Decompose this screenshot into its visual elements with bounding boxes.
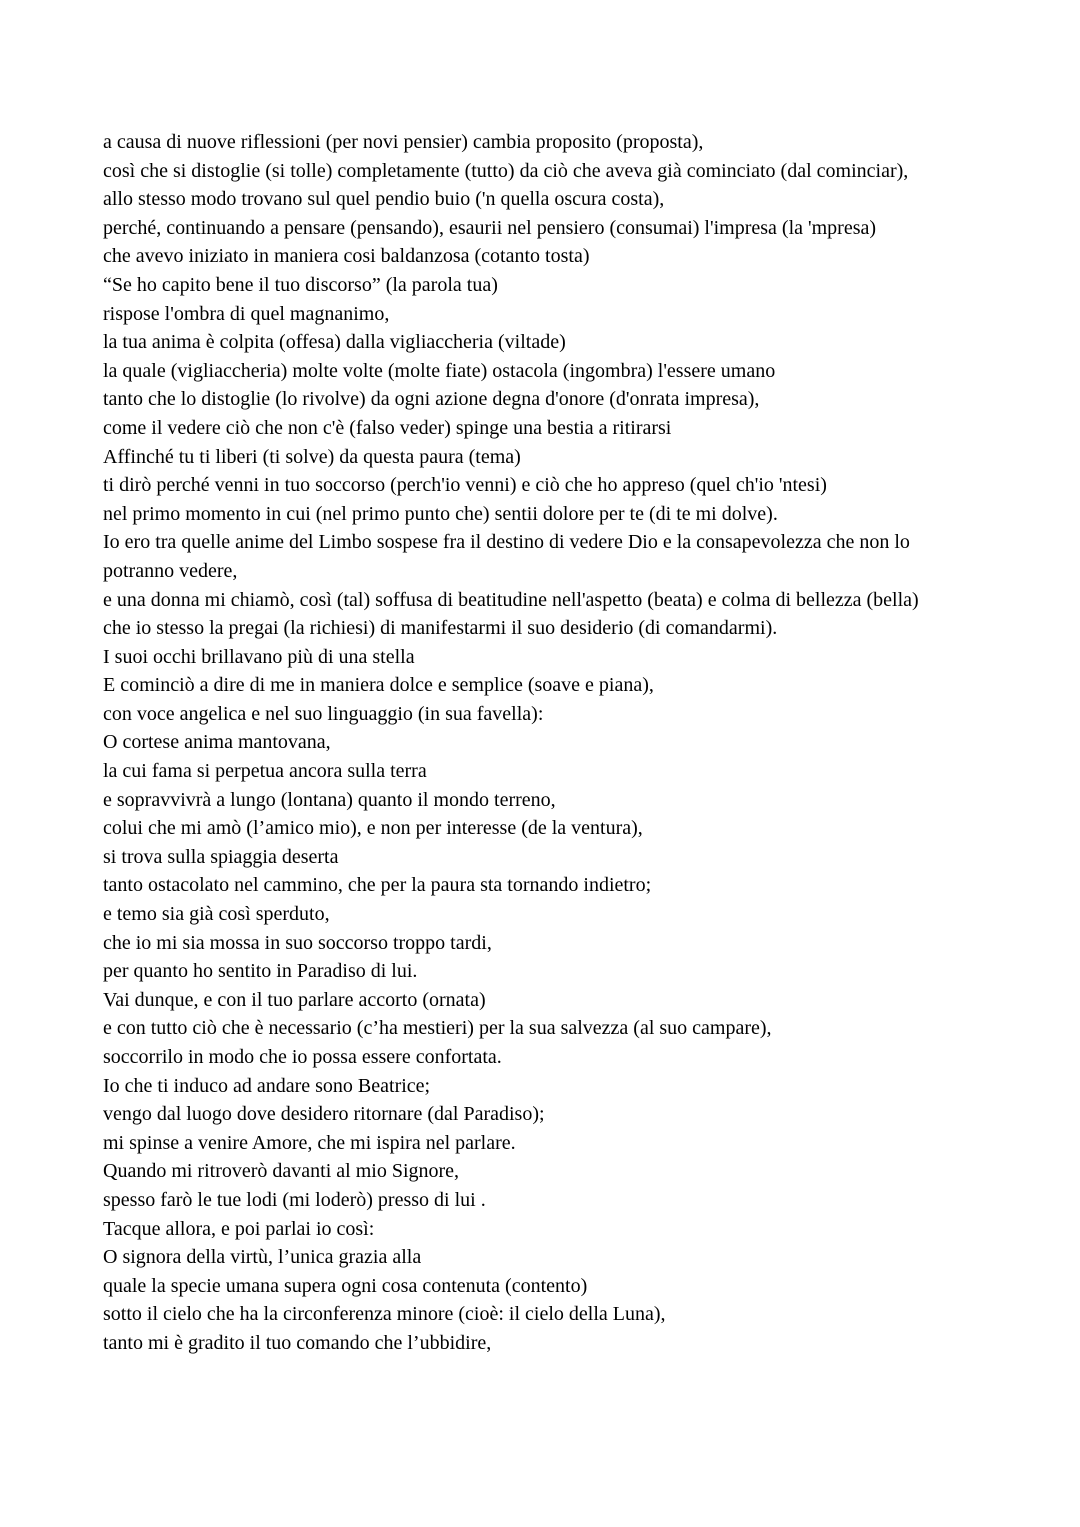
text-line: tanto mi è gradito il tuo comando che l’ubbidire, [103, 1331, 492, 1354]
text-line: a causa di nuove riflessioni (per novi pensier) cambia proposito (proposta), [103, 131, 704, 153]
text-line: per quanto ho sentito in Paradiso di lui. [103, 960, 418, 983]
text-line: I suoi occhi brillavano più di una stella [103, 645, 415, 668]
text-line: E cominciò a dire di me in maniera dolce e semplice (soave e piana), [103, 674, 654, 697]
text-line: che io mi sia mossa in suo soccorso troppo tardi, [103, 931, 492, 954]
text-line: Affinché tu ti liberi (ti solve) da questa paura (tema) [103, 445, 521, 468]
text-line: soccorrilo in modo che io possa essere confortata. [103, 1046, 502, 1068]
text-line: la quale (vigliaccheria) molte volte (molte fiate) ostacola (ingombra) l'essere umano [103, 359, 776, 382]
text-line: spesso farò le tue lodi (mi loderò) presso di lui . [103, 1188, 486, 1211]
text-line: così che si distoglie (si tolle) completamente (tutto) da ciò che aveva già cominciato (dal cominciar), [103, 159, 909, 182]
text-line: con voce angelica e nel suo linguaggio (in sua favella): [103, 702, 544, 725]
text-line: rispose l'ombra di quel magnanimo, [103, 302, 390, 325]
text-line: quale la specie umana supera ogni cosa contenuta (contento) [103, 1274, 588, 1297]
text-line: si trova sulla spiaggia deserta [103, 845, 339, 868]
text-line: che io stesso la pregai (la richiesi) di manifestarmi il suo desiderio (di comandarmi). [103, 617, 778, 640]
text-line: colui che mi amò (l’amico mio), e non per interesse (de la ventura), [103, 817, 643, 840]
text-line: tanto ostacolato nel cammino, che per la paura sta tornando indietro; [103, 874, 652, 897]
text-line: allo stesso modo trovano sul quel pendio buio ('n quella oscura costa), [103, 188, 665, 211]
text-line: sotto il cielo che ha la circonferenza minore (cioè: il cielo della Luna), [103, 1303, 666, 1326]
text-line: nel primo momento in cui (nel primo punto che) sentii dolore per te (di te mi dolve). [103, 502, 778, 525]
text-line: Tacque allora, e poi parlai io così: [103, 1217, 375, 1240]
text-line: e temo sia già così sperduto, [103, 903, 330, 926]
text-line: la cui fama si perpetua ancora sulla terra [103, 760, 427, 783]
text-line: vengo dal luogo dove desidero ritornare (dal Paradiso); [103, 1103, 545, 1126]
text-line: Io che ti induco ad andare sono Beatrice; [103, 1074, 431, 1097]
text-line: tanto che lo distoglie (lo rivolve) da ogni azione degna d'onore (d'onrata impresa), [103, 388, 760, 411]
text-line: Vai dunque, e con il tuo parlare accorto (ornata) [103, 988, 486, 1011]
text-line: Quando mi ritroverò davanti al mio Signore, [103, 1160, 460, 1183]
text-line: Io ero tra quelle anime del Limbo sospese fra il destino di vedere Dio e la consapevolezza che non lo potranno vedere, [103, 531, 910, 582]
text-line: e una donna mi chiamò, così (tal) soffusa di beatitudine nell'aspetto (beata) e colma di bellezza (bella) [103, 588, 919, 611]
text-line: come il vedere ciò che non c'è (falso veder) spinge una bestia a ritirarsi [103, 416, 672, 439]
text-line: ti dirò perché venni in tuo soccorso (perch'io venni) e ciò che ho appreso (quel ch'io 'ntesi) [103, 474, 827, 497]
text-line: O cortese anima mantovana, [103, 731, 331, 754]
translation-text [103, 128, 983, 1358]
text-line: e sopravvivrà a lungo (lontana) quanto il mondo terreno, [103, 788, 556, 811]
text-line: mi spinse a venire Amore, che mi ispira nel parlare. [103, 1131, 516, 1154]
text-line: “Se ho capito bene il tuo discorso” (la parola tua) [103, 273, 498, 296]
text-line: che avevo iniziato in maniera cosi baldanzosa (cotanto tosta) [103, 245, 590, 268]
text-line: la tua anima è colpita (offesa) dalla vigliaccheria (viltade) [103, 331, 566, 354]
text-line: perché, continuando a pensare (pensando), esaurii nel pensiero (consumai) l'impresa (la 'mpresa) [103, 216, 877, 239]
text-line: e con tutto ciò che è necessario (c’ha mestieri) per la sua salvezza (al suo campare), [103, 1017, 772, 1040]
text-line: O signora della virtù, l’unica grazia alla [103, 1246, 422, 1269]
